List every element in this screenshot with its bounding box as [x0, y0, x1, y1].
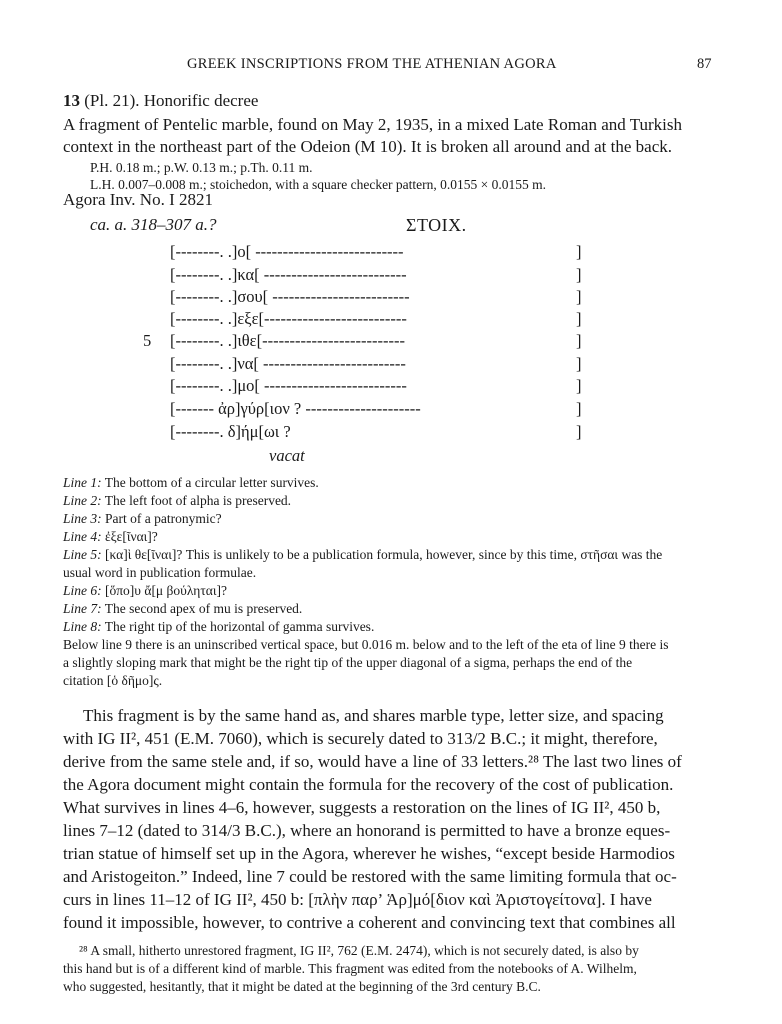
note-label: Line 2: [63, 493, 102, 508]
entry-title-text: (Pl. 21). Honorific decree [80, 91, 259, 110]
note-text: citation [ὁ δῆμο]ς. [63, 673, 163, 688]
inscription-bracket: ] [576, 422, 582, 441]
note-text: a slightly sloping mark that might be the right tip of the upper diagonal of a sigma, perhaps the end of the [63, 655, 633, 670]
inscription-date: ca. a. 318–307 a.? [90, 215, 217, 234]
note-label: Line 6: [63, 583, 102, 598]
commentary-note [63, 565, 256, 581]
commentary-note [63, 637, 668, 653]
commentary-note [63, 493, 291, 509]
vacat-label: vacat [269, 446, 305, 465]
body-text-line: curs in lines 11–12 of IG II², 450 b: [πλὴν παρ’ Ἁρ]μό[διον καὶ Ἀριστογείτονα]. I have [63, 890, 652, 909]
page-number: 87 [697, 56, 712, 72]
inscription-line: [--------. .]να[ -------------------------- [170, 354, 406, 373]
footnote-line: who suggested, hesitantly, that it might be dated at the beginning of the 3rd century B.C. [63, 979, 541, 994]
note-text: ἐξε[ῖναι]? [101, 529, 158, 544]
note-text: Below line 9 there is an uninscribed vertical space, but 0.016 m. below and to the left of the eta of line 9 there is [63, 637, 669, 652]
commentary-note [63, 583, 227, 599]
inscription-line: [--------. δ]ήμ[ωι ? [170, 422, 291, 441]
commentary-note [63, 511, 222, 527]
measurement-line: L.H. 0.007–0.008 m.; stoichedon, with a square checker pattern, 0.0155 × 0.0155 m. [90, 177, 547, 192]
commentary-note [63, 673, 162, 689]
description-line: context in the northeast part of the Odeion (M 10). It is broken all around and at the back. [63, 137, 672, 156]
note-label: Line 1: [63, 475, 102, 490]
commentary-note [63, 529, 158, 545]
body-text-line: the Agora document might contain the formula for the recovery of the cost of publication. [63, 775, 674, 794]
commentary-note [63, 475, 319, 491]
note-label: Line 7: [63, 601, 102, 616]
note-text: [ὅπο]υ ἄ[μ βούληται]? [101, 583, 227, 598]
note-text: [κα]ὶ θε[ῖναι]? This is unlikely to be a publication formula, however, since by this time, στῆσαι was the [101, 547, 663, 562]
note-label: Line 4: [63, 529, 102, 544]
body-text-line: What survives in lines 4–6, however, suggests a restoration on the lines of IG II², 450 b, [63, 798, 661, 817]
body-text-line: lines 7–12 (dated to 314/3 B.C.), where an honorand is permitted to have a bronze eques- [63, 821, 671, 840]
note-label: Line 8: [63, 619, 102, 634]
description-line: A fragment of Pentelic marble, found on May 2, 1935, in a mixed Late Roman and Turkish [63, 115, 682, 134]
body-text-line: and Aristogeiton.” Indeed, line 7 could be restored with the same limiting formula that oc- [63, 867, 677, 886]
commentary-note [63, 619, 374, 635]
inscription-bracket: ] [576, 309, 582, 328]
inscription-line: [--------. .]ιθε[-------------------------- [170, 331, 405, 350]
note-text: The right tip of the horizontal of gamma survives. [101, 619, 375, 634]
commentary-note [63, 601, 302, 617]
note-text: Part of a patronymic? [101, 511, 222, 526]
stoichedon-label: ΣΤΟΙΧ. [406, 215, 467, 235]
entry-number: 13 [63, 91, 80, 110]
inscription-bracket: ] [576, 376, 582, 395]
body-text-line: found it impossible, however, to contrive a coherent and convincing text that combines all [63, 913, 676, 932]
measurement-line: P.H. 0.18 m.; p.W. 0.13 m.; p.Th. 0.11 m. [90, 160, 313, 175]
inscription-line: [--------. .]κα[ -------------------------- [170, 265, 407, 284]
footnote-line: ²⁸ A small, hitherto unrestored fragment, IG II², 762 (E.M. 2474), which is not securely dated, is also by [79, 943, 639, 958]
inscription-bracket: ] [576, 265, 582, 284]
inscription-line: [------- ἀρ]γύρ[ιον ? --------------------- [170, 399, 421, 418]
body-text-line: trian statue of himself set up in the Agora, wherever he wishes, “except beside Harmodios [63, 844, 675, 863]
running-header: GREEK INSCRIPTIONS FROM THE ATHENIAN AGORA [187, 56, 557, 72]
note-label: Line 3: [63, 511, 102, 526]
note-text: The bottom of a circular letter survives. [101, 475, 319, 490]
inscription-line: [--------. .]μο[ -------------------------- [170, 376, 407, 395]
note-text: The second apex of mu is preserved. [101, 601, 303, 616]
inscription-bracket: ] [576, 331, 582, 350]
line-number: 5 [143, 331, 152, 350]
note-label: Line 5: [63, 547, 102, 562]
note-text: usual word in publication formulae. [63, 565, 257, 580]
footnote-line: this hand but is of a different kind of marble. This fragment was edited from the notebooks of A. Wilhelm, [63, 961, 637, 976]
inscription-bracket: ] [576, 287, 582, 306]
inscription-bracket: ] [576, 399, 582, 418]
body-text-line: with IG II², 451 (E.M. 7060), which is securely dated to 313/2 B.C.; it might, therefore, [63, 729, 658, 748]
entry-title [63, 91, 258, 111]
inscription-bracket: ] [576, 354, 582, 373]
body-text-line: derive from the same stele and, if so, would have a line of 33 letters.²⁸ The last two lines of [63, 752, 682, 771]
inscription-bracket: ] [576, 242, 582, 261]
commentary-note [63, 547, 662, 563]
body-text-line: This fragment is by the same hand as, and shares marble type, letter size, and spacing [83, 706, 664, 725]
inscription-line: [--------. .]σου[ ------------------------- [170, 287, 410, 306]
commentary-note [63, 655, 632, 671]
inscription-line: [--------. .]ο[ --------------------------- [170, 242, 404, 261]
inventory-number: Agora Inv. No. I 2821 [63, 190, 213, 209]
inscription-line: [--------. .]εξε[-------------------------- [170, 309, 407, 328]
note-text: The left foot of alpha is preserved. [101, 493, 292, 508]
